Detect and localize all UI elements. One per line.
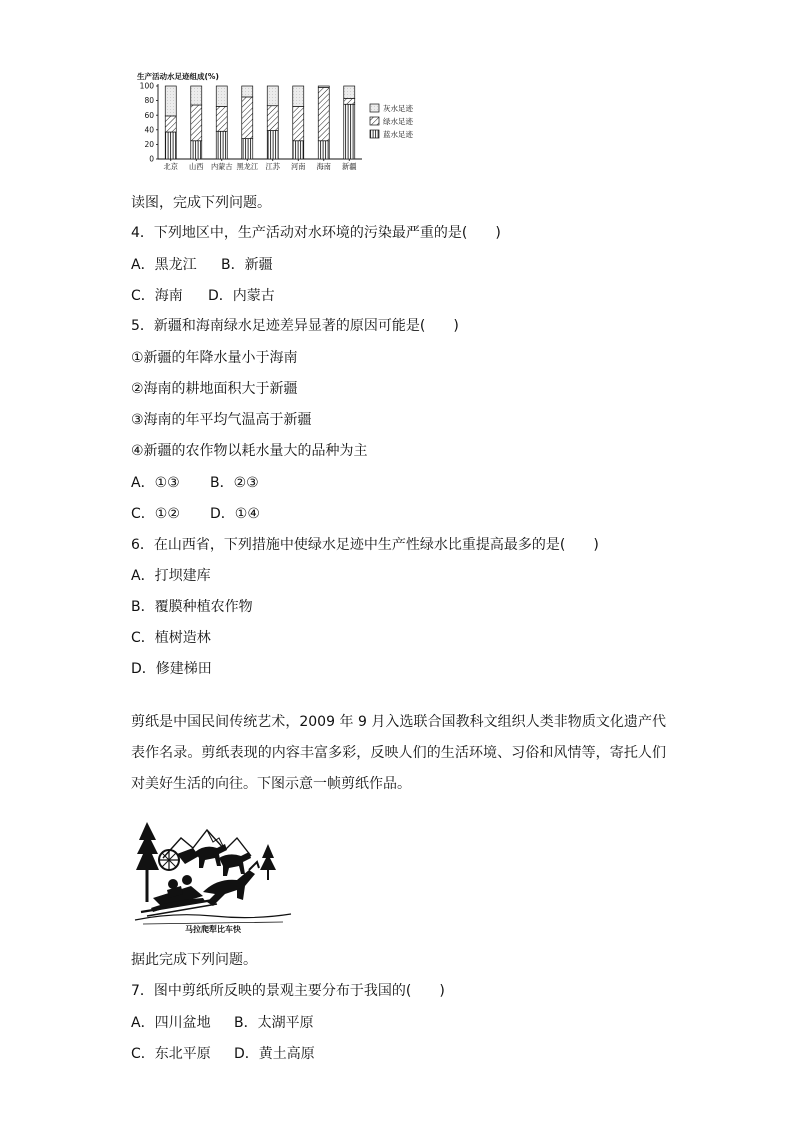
bar-segment (216, 106, 227, 131)
question-7-option-a[interactable]: A．四川盆地 (131, 1015, 211, 1031)
y-tick-label: 60 (144, 110, 154, 120)
bar-segment (242, 86, 253, 97)
x-tick-label: 黑龙江 (236, 162, 259, 171)
bar-segment (165, 116, 176, 132)
bar-segment (191, 105, 202, 141)
y-tick-label: 0 (149, 154, 154, 164)
bar-segment (216, 131, 227, 159)
x-tick-label: 海南 (316, 162, 331, 171)
bar-segment (191, 141, 202, 159)
bar-segment (318, 141, 329, 159)
question-5-statement-3: ③海南的年平均气温高于新疆 (131, 412, 312, 428)
y-tick-label: 40 (144, 125, 154, 135)
chart-plot (140, 82, 414, 171)
legend-label: 蓝水足迹 (383, 130, 413, 139)
bar-segment (165, 86, 176, 116)
legend-swatch (370, 104, 379, 112)
question-5-statement-2: ②海南的耕地面积大于新疆 (131, 381, 298, 397)
water-footprint-chart (130, 66, 450, 178)
question-4-stem: 4．下列地区中，生产活动对水环境的污染最严重的是( ) (131, 225, 501, 241)
question-6-option-d[interactable]: D．修建梯田 (131, 661, 212, 677)
question-5-statement-1: ①新疆的年降水量小于海南 (131, 350, 298, 366)
question-7-stem: 7．图中剪纸所反映的景观主要分布于我国的( ) (131, 983, 445, 999)
papercut-drawing (133, 808, 293, 936)
x-tick-label: 河南 (291, 162, 306, 171)
bar-segment (165, 132, 176, 159)
question-7-option-b[interactable]: B．太湖平原 (234, 1015, 314, 1031)
bar-segment (242, 139, 253, 159)
bar-segment (242, 97, 253, 139)
papercut-illustration (133, 808, 293, 936)
x-tick-label: 新疆 (342, 162, 357, 171)
papercut-passage: 剪纸是中国民间传统艺术，2009 年 9 月入选联合国教科文组织人类非物质文化遗产代表作名录。剪纸表现的内容丰富多彩，反映人们的生活环境、习俗和风情等，寄托人们对美好生活的向往。下图示意一帧剪纸作品。 (131, 714, 666, 792)
question-4-option-c[interactable]: C．海南 (131, 288, 183, 304)
question-5-option-c[interactable]: C．①② (131, 506, 180, 522)
bar-segment (318, 86, 329, 87)
bar-segment (191, 86, 202, 105)
question-5-option-d[interactable]: D．①④ (210, 506, 260, 522)
bar-segment (267, 131, 278, 159)
bar-segment (293, 106, 304, 140)
intro-read-chart: 读图，完成下列问题。 (131, 195, 271, 211)
bar-segment (267, 86, 278, 106)
chart-svg (130, 66, 450, 178)
question-4-option-a[interactable]: A．黑龙江 (131, 257, 197, 273)
legend-swatch (370, 117, 379, 125)
question-7-option-d[interactable]: D．黄土高原 (234, 1046, 315, 1062)
chart-title: 生产活动水足迹组成(%) (137, 72, 219, 81)
question-4-option-b[interactable]: B．新疆 (221, 257, 273, 273)
bar-segment (344, 104, 355, 159)
question-6-option-a[interactable]: A．打坝建库 (131, 568, 211, 584)
bar-segment (344, 86, 355, 98)
x-tick-label: 江苏 (265, 162, 280, 171)
legend-label: 灰水足迹 (383, 104, 413, 113)
question-5-statement-4: ④新疆的农作物以耗水量大的品种为主 (131, 443, 368, 459)
question-6-option-b[interactable]: B．覆膜种植农作物 (131, 599, 253, 615)
bar-segment (293, 86, 304, 106)
bar-segment (267, 106, 278, 131)
y-tick-label: 20 (144, 140, 154, 149)
x-tick-label: 内蒙古 (210, 162, 233, 171)
question-5-option-b[interactable]: B．②③ (210, 475, 259, 491)
question-4-option-d[interactable]: D．内蒙古 (208, 288, 275, 304)
question-5-option-a[interactable]: A．①③ (131, 475, 180, 491)
bar-segment (293, 141, 304, 159)
legend-label: 绿水足迹 (383, 117, 413, 126)
question-7-option-c[interactable]: C．东北平原 (131, 1046, 211, 1062)
papercut-caption: 马拉爬犁比车快 (185, 925, 241, 934)
legend-swatch (370, 130, 379, 138)
bar-segment (318, 87, 329, 140)
question-6-stem: 6．在山西省，下列措施中使绿水足迹中生产性绿水比重提高最多的是( ) (131, 537, 599, 553)
x-tick-label: 北京 (163, 162, 178, 171)
question-5-stem: 5．新疆和海南绿水足迹差异显著的原因可能是( ) (131, 318, 459, 334)
y-tick-label: 100 (139, 81, 154, 91)
intro-complete: 据此完成下列问题。 (131, 952, 257, 968)
y-tick-label: 80 (144, 96, 154, 106)
question-6-option-c[interactable]: C．植树造林 (131, 630, 211, 646)
x-tick-label: 山西 (189, 162, 204, 171)
bar-segment (216, 86, 227, 106)
bar-segment (344, 98, 355, 104)
